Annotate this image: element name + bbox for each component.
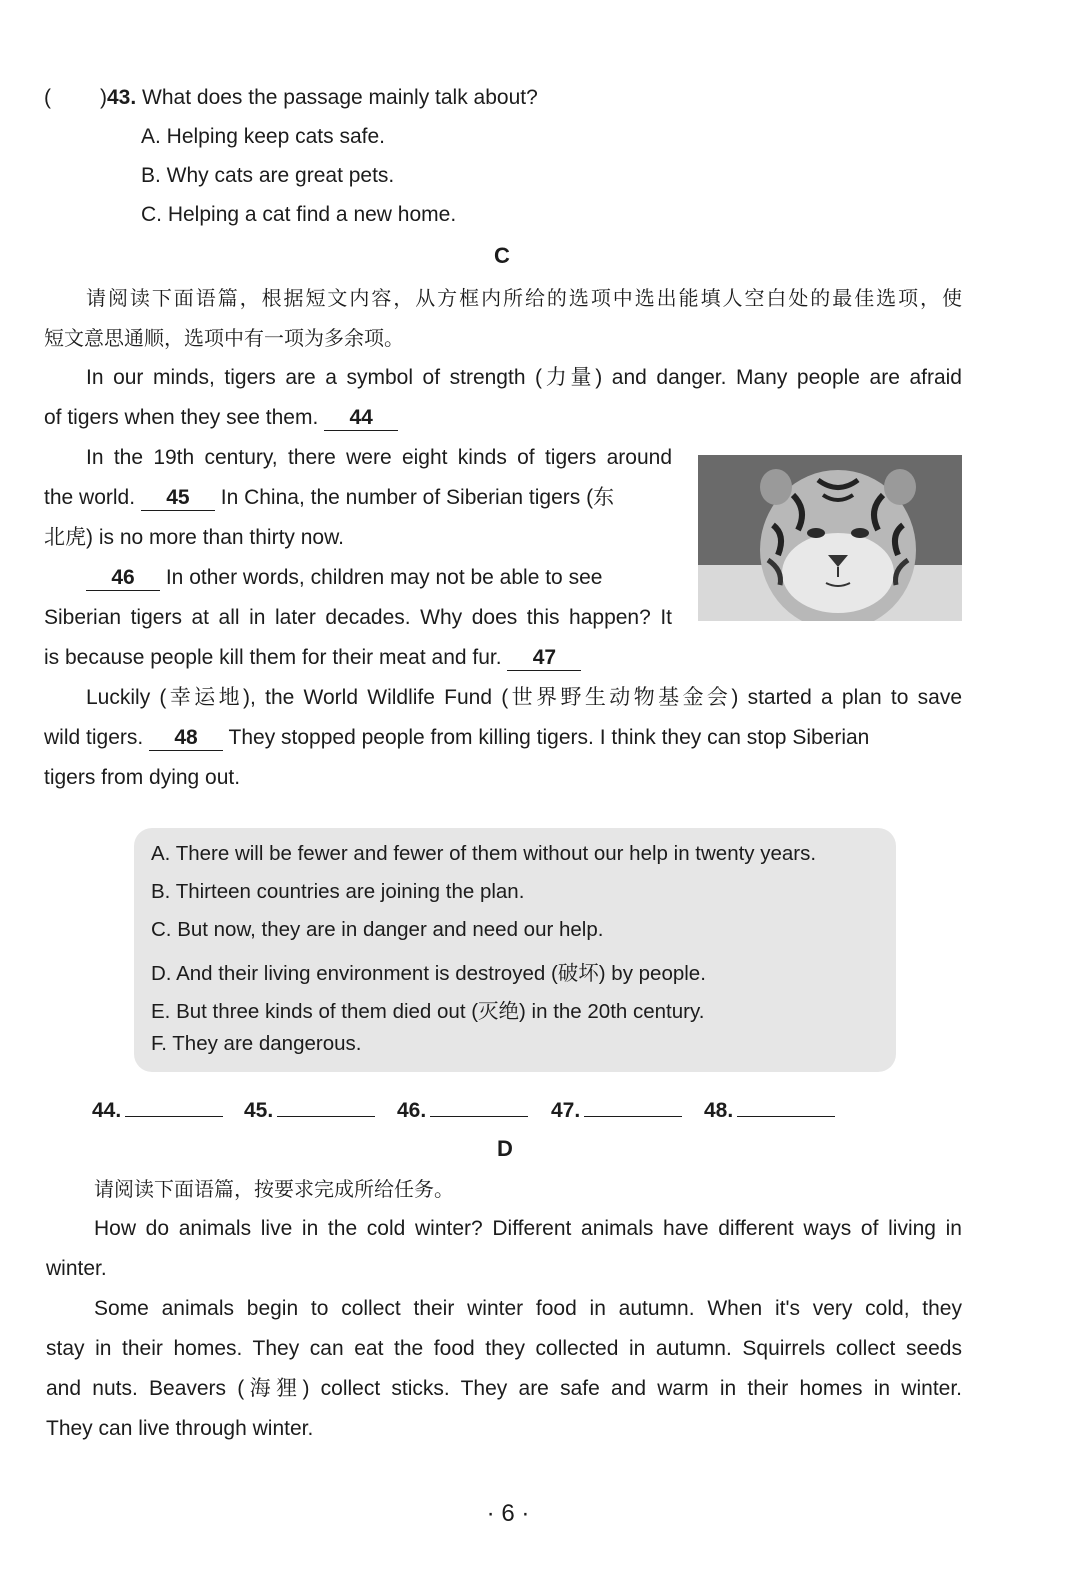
blank-46[interactable]: 46 — [86, 566, 160, 591]
passage-c-p4-line2: wild tigers. 48 They stopped people from killing tigers. I think they can stop Siberian — [44, 726, 870, 749]
options-box — [134, 828, 896, 1072]
passage-d-p2-line1: Some animals begin to collect their winter food in autumn. When it's very cold, they — [94, 1297, 962, 1320]
page-number: · 6 · — [486, 1500, 530, 1527]
option-c: C. Helping a cat find a new home. — [141, 203, 457, 226]
section-d-instruction: 请阅读下面语篇，按要求完成所给任务。 — [94, 1177, 454, 1201]
option-b: B. Why cats are great pets. — [141, 164, 395, 187]
section-d-heading: D — [497, 1136, 513, 1161]
blank-48[interactable]: 48 — [149, 726, 223, 751]
section-c-instruction-line1: 请阅读下面语篇，根据短文内容，从方框内所给的选项中选出能填人空白处的最佳选项，使 — [86, 286, 962, 310]
answer-44-field[interactable] — [125, 1096, 223, 1117]
passage-c-p1-line2: of tigers when they see them. 44 — [44, 398, 398, 438]
question-text: What does the passage mainly talk about? — [142, 86, 538, 109]
answer-44: 44. — [92, 1096, 223, 1123]
passage-d-p2-line4: They can live through winter. — [46, 1417, 314, 1440]
passage-c-p3-line3: is because people kill them for their meat and fur. 47 — [44, 638, 581, 678]
answer-47: 47. — [551, 1096, 682, 1123]
section-c-heading: C — [494, 243, 510, 268]
passage-c-p2-line3: 北虎) is no more than thirty now. — [44, 526, 344, 549]
box-option-f: F. They are dangerous. — [151, 1032, 362, 1055]
answer-48: 48. — [704, 1096, 835, 1123]
section-c-instruction-line2: 短文意思通顺，选项中有一项为多余项。 — [44, 326, 404, 350]
answer-46-field[interactable] — [430, 1096, 528, 1117]
passage-c-p4-line3: tigers from dying out. — [44, 766, 241, 789]
option-a: A. Helping keep cats safe. — [141, 125, 385, 148]
box-option-e: E. But three kinds of them died out (灭绝) in the 20th century. — [151, 1000, 705, 1023]
passage-d-p2-line3: and nuts. Beavers (海狸) collect sticks. They are safe and warm in their homes in winter. — [46, 1377, 962, 1400]
answer-46: 46. — [397, 1096, 528, 1123]
answer-48-field[interactable] — [737, 1096, 835, 1117]
blank-44[interactable]: 44 — [324, 406, 398, 431]
question-number: 43. — [107, 86, 137, 109]
blank-45[interactable]: 45 — [141, 486, 215, 511]
answer-45-field[interactable] — [277, 1096, 375, 1117]
tiger-photo — [698, 455, 962, 621]
box-option-d: D. And their living environment is destroyed (破坏) by people. — [151, 962, 706, 985]
box-option-a: A. There will be fewer and fewer of them without our help in twenty years. — [151, 842, 817, 865]
question-43: ( )43. What does the passage mainly talk about? — [44, 78, 538, 118]
passage-c-p3-line1: 46 In other words, children may not be able to see — [86, 558, 602, 598]
blank-47[interactable]: 47 — [507, 646, 581, 671]
box-option-c: C. But now, they are in danger and need our help. — [151, 918, 604, 941]
passage-d-p1-line1: How do animals live in the cold winter? Different animals have different ways of living in — [94, 1217, 962, 1240]
tiger-illustration — [698, 455, 962, 621]
passage-c-p3-line2: Siberian tigers at all in later decades. Why does this happen? It — [44, 606, 672, 629]
passage-c-p2-line2: the world. 45 In China, the number of Siberian tigers (东 — [44, 486, 615, 509]
passage-d-p1-line2: winter. — [46, 1257, 107, 1280]
passage-c-p1-line1: In our minds, tigers are a symbol of strength (力量) and danger. Many people are afraid — [86, 366, 962, 389]
passage-d-p2-line2: stay in their homes. They can eat the food they collected in autumn. Squirrels collect seeds — [46, 1337, 962, 1360]
answer-47-field[interactable] — [584, 1096, 682, 1117]
passage-c-p2-line1: In the 19th century, there were eight kinds of tigers around — [86, 446, 672, 469]
answer-45: 45. — [244, 1096, 375, 1123]
box-option-b: B. Thirteen countries are joining the plan. — [151, 880, 525, 903]
answer-paren[interactable]: ( — [44, 86, 51, 109]
passage-c-p4-line1: Luckily (幸运地), the World Wildlife Fund (世界野生动物基金会) started a plan to save — [86, 686, 962, 709]
